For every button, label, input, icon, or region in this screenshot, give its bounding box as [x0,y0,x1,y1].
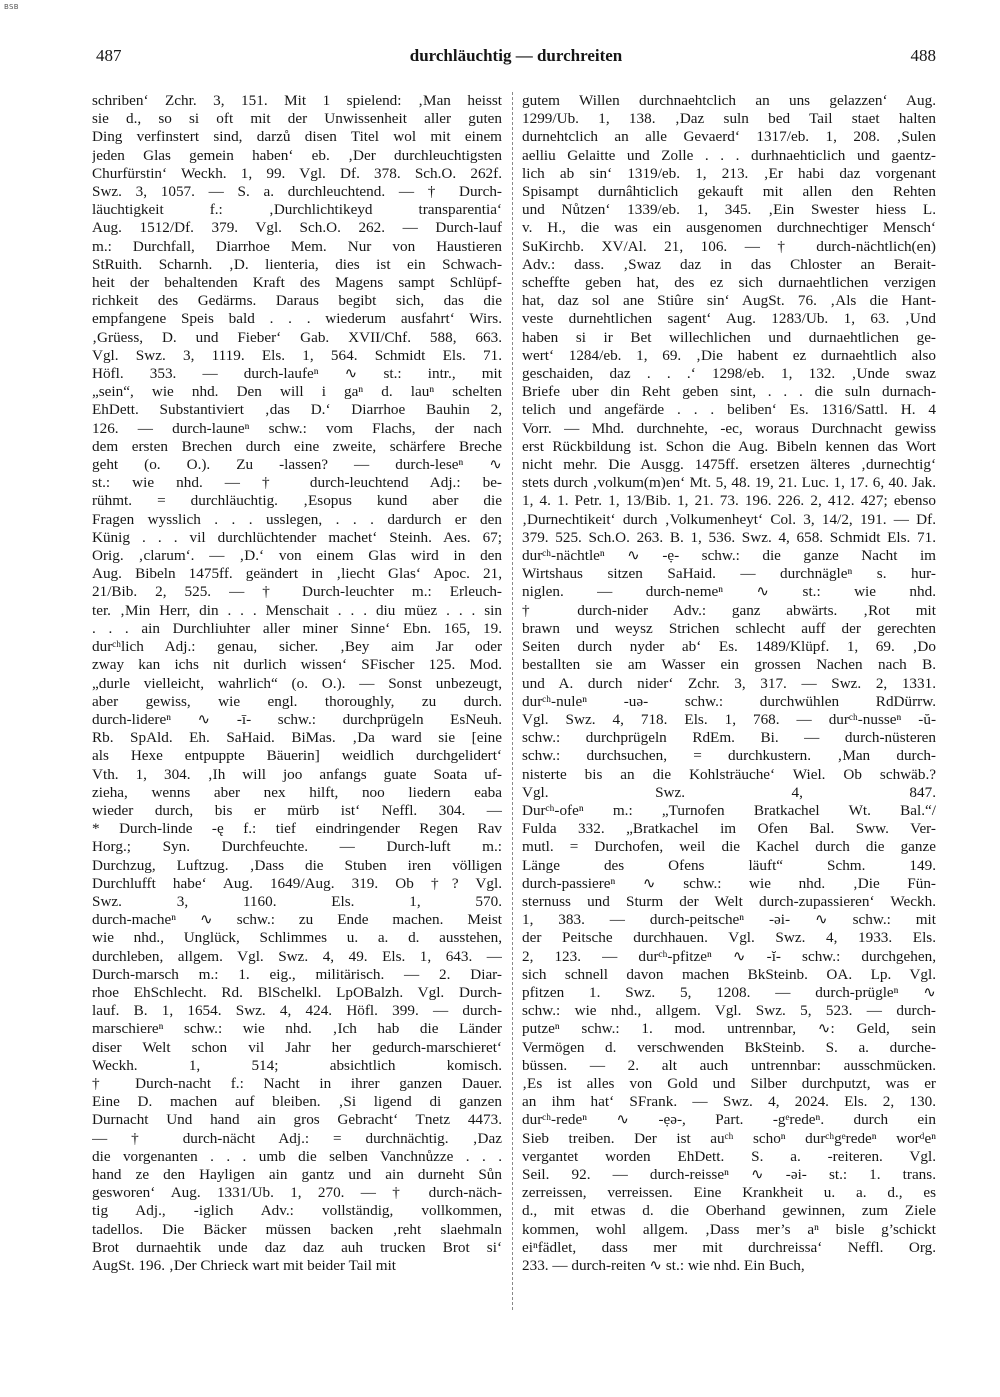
text-line: heit der behaltenden Kraft des Magens sampt Schlüpf- [92,274,502,292]
left-column [92,92,502,1312]
text-line: Durnacht Und hand ain gros Gebracht‘ Tnetz 4473. [92,1111,502,1129]
text-line: und Nůtzen‘ 1339/eb. 1, 345. ‚Ein Swester hiess L. [522,201,936,219]
text-line: ter. ‚Min Herr, din . . . Menschait . . . diu müez . . . sin [92,601,502,619]
text-line: schw.: durchsuchen, = durchkustern. ‚Man durch- [522,747,936,765]
text-line: schriben‘ Zchr. 3, 151. Mit 1 spielend: ‚Man heisst [92,92,502,109]
text-line: wieder durch, bis er mürb ist‘ Neffl. 304. — [92,801,502,819]
text-line: st.: wie nhd. — † durch-leuchtend Adj.: be- [92,474,502,492]
text-line: aber gewiss, wie engl. thoroughly, zu durch. [92,692,502,710]
text-line: m.: Durchfall, Diarrhoe Mem. Nur von Haustieren [92,237,502,255]
text-line: StRuith. Scharnh. ‚D. lienteria, dies ist ein Schwach- [92,255,502,273]
text-line: nicht mehr. Die Ausgg. 1475ff. ersetzen älteres ‚durnechtig‘ [522,456,936,474]
text-line: Seiten durch nyder ab‘ Es. 1489/Klüpf. 1, 69. ‚Do [522,638,936,656]
text-line: diser Welt schon vil Jahr her gedurch-marschieret‘ [92,1038,502,1056]
text-line: bestallten sie am Wasser ein grossen Nachen nach B. [522,656,936,674]
text-line: d., mit etwas d. die Oberhand gewinnen, zum Ziele [522,1202,936,1220]
text-line: durch-passiereⁿ ∿ schw.: wie nhd. ‚Die Fün- [522,874,936,892]
text-line: putzeⁿ schw.: 1. mod. untrennbar, ∿: Geld, sein [522,1020,936,1038]
text-line: schw.: durchprügeln RdEm. Bi. — durch-nüsteren [522,729,936,747]
text-line: niglen. — durch-nemeⁿ ∿ st.: wie nhd. [522,583,936,601]
text-line: — † durch-nächt Adj.: = durchnächtig. ‚Daz [92,1129,502,1147]
text-line: Swz. 3, 1057. — S. a. durchleuchtend. — † Durch- [92,183,502,201]
text-line: lauf. B. 1, 1654. Swz. 4, 424. Höfl. 399. — durch- [92,1002,502,1020]
text-line: Fragen wysslich . . . usslegen, . . . dardurch er den [92,510,502,528]
text-line: durch-liderеⁿ ∿ -ī- schw.: durchprügeln EsNeuh. [92,710,502,728]
text-line: Weckh. 1, 514; absichtlich komisch. [92,1056,502,1074]
text-line: Horg.; Syn. Durchfeuchte. — Durch-luft m.: [92,838,502,856]
text-line: . . . ain Durchliuhter aller miner Sinne‘ Ebn. 165, 19. [92,619,502,637]
right-column [522,92,936,1312]
text-line: aelliu Gelaitte und Zolle . . . durhnaehticlich und gaentz- [522,146,936,164]
text-line: Vgl. Swz. 3, 1119. Els. 1, 564. Schmidt Els. 71. [92,346,502,364]
text-line: Spisampt durnâhticlich gekauft mit allen den Rehten [522,183,936,201]
text-line: Durᶜʰ-ofeⁿ m.: „Turnofen Bratkachel Wt. Bal.“/ [522,801,936,819]
text-line: Swz. 3, 1160. Els. 1, 570. [92,892,502,910]
text-line: eiⁿfädlet, dass mer mit durchreissa‘ Neffl. Org. [522,1238,936,1256]
text-line: schw.: wie nhd., allgem. Vgl. Swz. 5, 523. — durch- [522,1002,936,1020]
text-line: marschiereⁿ schw.: wie nhd. ‚Ich hab die Länder [92,1020,502,1038]
text-line: 1, 383. — durch-peitscheⁿ -əi- ∿ schw.: mit [522,911,936,929]
text-line: 1, 4. 1. Petr. 1, 13/Bib. 1, 21. 73. 196. 226. 2, 412. 427; ebenso [522,492,936,510]
text-line: Vth. 1, 304. ‚Ih will joo anfangs guate Soata uf- [92,765,502,783]
page-number-right: 488 [910,46,936,65]
page-number-left: 487 [96,46,122,65]
text-line: „sein“, wie nhd. Den will i gaⁿ d. lauⁿ schelten [92,383,502,401]
text-line: pfitzen 1. Swz. 5, 1208. — durch-prügleⁿ ∿ [522,983,936,1001]
text-line: ‚Durnechtikeit‘ durch ‚Volkumenheyt‘ Col. 3, 14/2, 191. — Df. [522,510,936,528]
text-line: Seil. 92. — durch-reisseⁿ ∿ -əi- st.: 1. trans. [522,1165,936,1183]
text-line: 21/Bib. 2, 525. — † Durch-leuchter m.: Erleuch- [92,583,502,601]
text-line: tadellos. Die Bäcker müssen backen ‚reht slaehmaln [92,1220,502,1238]
text-line: telich und angefärde . . . beliben‘ Es. 1316/Sattl. H. 4 [522,401,936,419]
text-line: als Hexe entpuppte Bäuerin] weidlich durchgelidert‘ [92,747,502,765]
text-line: durch-macheⁿ ∿ schw.: zu Ende machen. Meist [92,911,502,929]
text-line: durᶜʰ-redeⁿ ∿ -ẹə-, Part. -gᵉredeⁿ. durch ein [522,1111,936,1129]
text-line: 1299/Ub. 1, 138. ‚Daz suln bed Tail staet halten [522,110,936,128]
text-line: richkeit des Gedärms. Daraus begibt sich, das die [92,292,502,310]
text-line: Wirtshaus sitzen SaHaid. — durchnägleⁿ s. hur- [522,565,936,583]
text-line: brawn und weysz Strichen schlecht auff der gerechten [522,619,936,637]
text-line: „durle vielleicht, wahrlich“ (o. O.). — Sonst unbezeugt, [92,674,502,692]
text-line: † durch-nider Adv.: ganz abwärts. ‚Rot mit [522,601,936,619]
text-line: Künig . . . vil durchlüchtender machet‘ Steinh. Aes. 67; [92,528,502,546]
text-line: lich ab sin‘ 1319/eb. 1, 213. ‚Er habi daz vorgenant [522,164,936,182]
text-line: geht (o. O.). Zu -lassen? — durch-leseⁿ ∿ [92,456,502,474]
text-line: sich schnell davon machen BkSteinb. OA. Lp. Vgl. [522,965,936,983]
text-line: durᶜʰlich Adj.: genau, sicher. ‚Bey aim Jar oder [92,638,502,656]
text-line: Durchzug, Luftzug. ‚Dass die Stuben iren völligen [92,856,502,874]
text-line: jeden Glas gemein haben‘ eb. ‚Der durchleuchtigsten [92,146,502,164]
text-line: Vermögen d. verschwenden BkSteinb. S. a. durche- [522,1038,936,1056]
text-line: nisterte bis an die Kohlsträuche‘ Wiel. Ob schwäb.? [522,765,936,783]
text-line: Churfürstin‘ Weckh. 1, 99. Vgl. Df. 378. Sch.O. 262f. [92,164,502,182]
text-line: sternuss und Sturm der Welt durch-zupassieren‘ Weckh. [522,892,936,910]
text-line: zieha, wenns aber nex hilft, noo liedern eaba [92,783,502,801]
text-line: AugSt. 196. ‚Der Chrieck wart mit beider Tail mit [92,1257,397,1274]
text-line: Durch-marsch m.: 1. eig., militärisch. — 2. Diar- [92,965,502,983]
text-line: wert‘ 1284/eb. 1, 69. ‚Die habent ez durnaehtlich also [522,346,936,364]
text-line: hand ze den Hayligen ain gantz und ain durneht Sůn [92,1165,502,1183]
text-line: sie d., so si oft mit der Unwissenheit aller guten [92,110,502,128]
text-line: Rb. SpAld. Eh. SaHaid. BiMas. ‚Da ward sie [eine [92,729,502,747]
text-line: Länge des Ofens läuft“ Schm. 149. [522,856,936,874]
text-line: Fulda 332. „Bratkachel im Ofen Bal. Sww. Ver- [522,820,936,838]
text-line: 2, 123. — durᶜʰ-pfitzeⁿ ∿ -ĭ- schw.: durchgehen, [522,947,936,965]
text-line: scheffte geben hat, des ez sich durnaehtlichen verzigen [522,274,936,292]
text-line: ‚Es ist alles von Gold und Silber durchputzt, was er [522,1074,936,1092]
text-line: zerreissen, verreissen. Eine Krankheit u. a. d., es [522,1184,936,1202]
text-line: † Durch-nacht f.: Nacht in ihrer ganzen Dauer. [92,1074,502,1092]
text-line: hat, daz sol ane Stiûre sin‘ AugSt. 76. ‚Als die Hant- [522,292,936,310]
text-line: der Peitsche durchhauen. Vgl. Swz. 4, 1933. Els. [522,929,936,947]
text-line: an ihm hat‘ SFrank. — Swz. 4, 2024. Els. 2, 130. [522,1093,936,1111]
text-line: SuKirchb. XV/Al. 21, 106. — † durch-nächtlich(en) [522,237,936,255]
text-line: Brot durnaehtik unde daz daz auh trucken Brot si‘ [92,1238,502,1256]
text-line: EhDett. Substantiviert ‚das D.‘ Diarrhoe Bauhin 2, [92,401,502,419]
text-line: rühmt. = durchläuchtig. ‚Esopus kund aber die [92,492,502,510]
text-line: durᶜʰ-nächtleⁿ ∿ -ẹ- schw.: die ganze Nacht im [522,547,936,565]
text-line: gutem Willen durchnaehtclich an uns gelazzen‘ Aug. [522,92,936,109]
text-line: stets durch ‚volkum(m)en‘ Mt. 5, 48. 19, 21. Luc. 1, 17. 6, 40. Jak. [522,474,936,492]
text-line: dem ersten Brechen durch eine zweite, schärfere Breche [92,437,502,455]
text-line: ‚Grüess, D. und Fieber‘ Gab. XVII/Chf. 588, 663. [92,328,502,346]
text-line: läuchtigkeit f.: ‚Durchlichtikeyd transparentia‘ [92,201,502,219]
running-title: durchläuchtig — durchreiten [409,46,623,65]
text-line: v. H., die was ein ausgenomen durchnechtiger Mensch‘ [522,219,936,237]
text-line: haben si ir Bet willechlichen und durnaehtlichen ge- [522,328,936,346]
text-line: Briefe uber din Reht geben sint, . . . die suln durnach- [522,383,936,401]
text-line: geschaiden, daz . . .‘ 1298/eb. 1, 132. ‚Unde swaz [522,365,936,383]
text-line: durchleben, allgem. Vgl. Swz. 4, 49. Els. 1, 643. — [92,947,502,965]
text-line: und A. durch nider‘ Zchr. 3, 317. — Swz. 2, 1331. [522,674,936,692]
text-line: 233. — durch-reiten ∿ st.: wie nhd. Ein Buch, [522,1257,805,1274]
text-line: büssen. — 2. alt auch untrennbar: ausschmücken. [522,1056,936,1074]
text-line: Höfl. 353. — durch-laufeⁿ ∿ st.: intr., mit [92,365,502,383]
column-divider [512,92,513,1310]
text-line: durnehtclich an alle Gevaerd‘ 1317/eb. 1, 208. ‚Sulen [522,128,936,146]
text-line: 379. 525. Sch.O. 263. B. 1, 536. Swz. 4, 658. Schmidt Els. 71. [522,528,936,546]
text-line: Vgl. Swz. 4, 718. Els. 1, 768. — durᶜʰ-nusseⁿ -ŭ- [522,710,936,728]
text-line: Durchlufft habe‘ Aug. 1649/Aug. 319. Ob †? Vgl. [92,874,502,892]
text-line: Sieb treiben. Der ist auᶜʰ schoⁿ durᶜʰgᵉredeⁿ worᵈeⁿ [522,1129,936,1147]
text-line: 126. — durch-launeⁿ schw.: vom Flachs, der nach [92,419,502,437]
text-line: die vorgenanten . . . umb die selben Vanchnůzze . . . [92,1147,502,1165]
text-line: vergantet worden EhDett. S. a. -reiteren. Vgl. [522,1147,936,1165]
text-line: Aug. 1512/Df. 379. Vgl. Sch.O. 262. — Durch-lauf [92,219,502,237]
text-line: empfangene Speis bald . . . wiederum ausfahrt‘ Wirs. [92,310,502,328]
text-line: * Durch-linde -ę f.: tief eindringender Regen Rav [92,820,502,838]
text-line: durᶜʰ-nuleⁿ -uə- schw.: durchwühlen RdDürrw. [522,692,936,710]
text-line: zway kan ichs nit durlich wissen‘ SFischer 125. Mod. [92,656,502,674]
text-line: tig Adj., -iglich Adv.: vollständig, vollkommen, [92,1202,502,1220]
text-line: wie nhd., Unglück, Schlimmes u. a. d. ausstehen, [92,929,502,947]
text-line: Ding verfinstert sind, darzů disen Titel wol mit einem [92,128,502,146]
text-line: gesworen‘ Aug. 1331/Ub. 1, 270. — † durch-näch- [92,1184,502,1202]
text-line: Orig. ‚clarum‘. — ‚D.‘ von einem Glas wird in den [92,547,502,565]
text-line: rhoe EhSchlecht. Rd. BlSchelkl. LpOBalzh. Vgl. Durch- [92,983,502,1001]
text-line: Aug. Bibeln 1475ff. geändert in ‚liecht Glas‘ Apoc. 21, [92,565,502,583]
text-line: Vorr. — Mhd. durchnehte, -ec, woraus Durchnacht gewiss [522,419,936,437]
text-line: mutl. = Durchofen, weil die Kachel durch die ganze [522,838,936,856]
text-line: Vgl. Swz. 4, 847. [522,783,936,801]
text-line: Eine D. machen auf bleiben. ‚Si ligend di ganzen [92,1093,502,1111]
page-header [96,46,936,72]
library-stamp: BSB [4,3,19,11]
text-line: erst Rückbildung ist. Schon die Aug. Bibeln kennen das Wort [522,437,936,455]
text-line: Adv.: dass. ‚Swaz daz in das Chloster an Berait- [522,255,936,273]
text-line: veste durnehtlichen sagent‘ Aug. 1283/Ub. 1, 63. ‚Und [522,310,936,328]
text-line: kommen, wohl allgem. ‚Dass mer’s aⁿ bisle g’schickt [522,1220,936,1238]
